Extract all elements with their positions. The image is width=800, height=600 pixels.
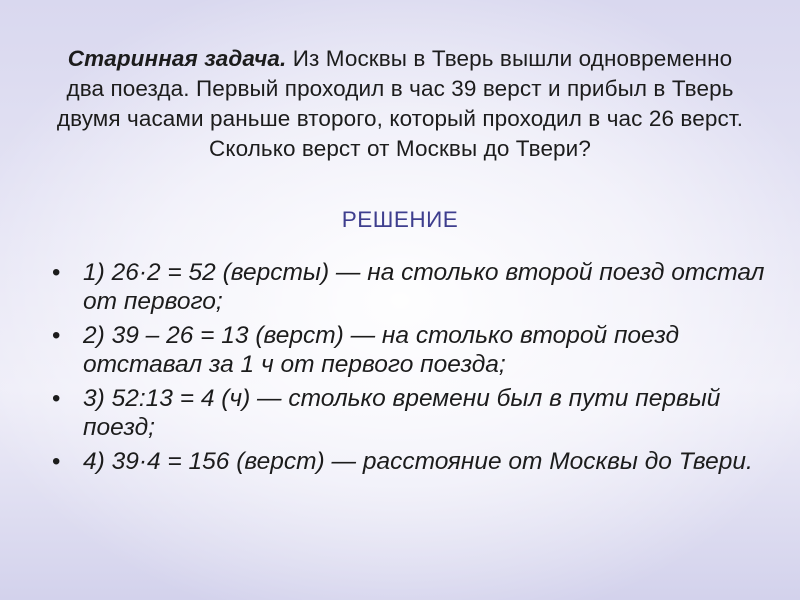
solution-step xyxy=(40,258,780,316)
step-text: 2) 39 – 26 = 13 (верст) — на столько второй поезд отставал за 1 ч от первого поезда; xyxy=(83,322,680,378)
step-text: 1) 26·2 = 52 (версты) — на столько второй поезд отстал от первого; xyxy=(83,259,765,315)
solution-steps xyxy=(40,258,780,481)
problem-text: Из Москвы в Тверь вышли одновременно два поезда. Первый проходил в час 39 верст и прибыл в Тверь двумя часами раньше второго, который проходил в час 26 верст. Сколько верст от Москвы до Твери? xyxy=(56,46,744,161)
bullet-icon: • xyxy=(52,385,61,412)
solution-step xyxy=(40,447,780,476)
bullet-icon: • xyxy=(52,322,61,349)
bullet-icon: • xyxy=(52,448,61,475)
bullet-icon: • xyxy=(52,259,61,286)
problem-lead: Старинная задача. xyxy=(67,46,287,71)
step-text: 3) 52:13 = 4 (ч) — столько времени был в пути первый поезд; xyxy=(83,385,721,441)
solution-step xyxy=(40,384,780,442)
step-text: 4) 39·4 = 156 (верст) — расстояние от Москвы до Твери. xyxy=(83,448,753,475)
problem-statement xyxy=(50,44,750,164)
solution-heading: РЕШЕНИЕ xyxy=(341,207,459,232)
solution-step xyxy=(40,321,780,379)
